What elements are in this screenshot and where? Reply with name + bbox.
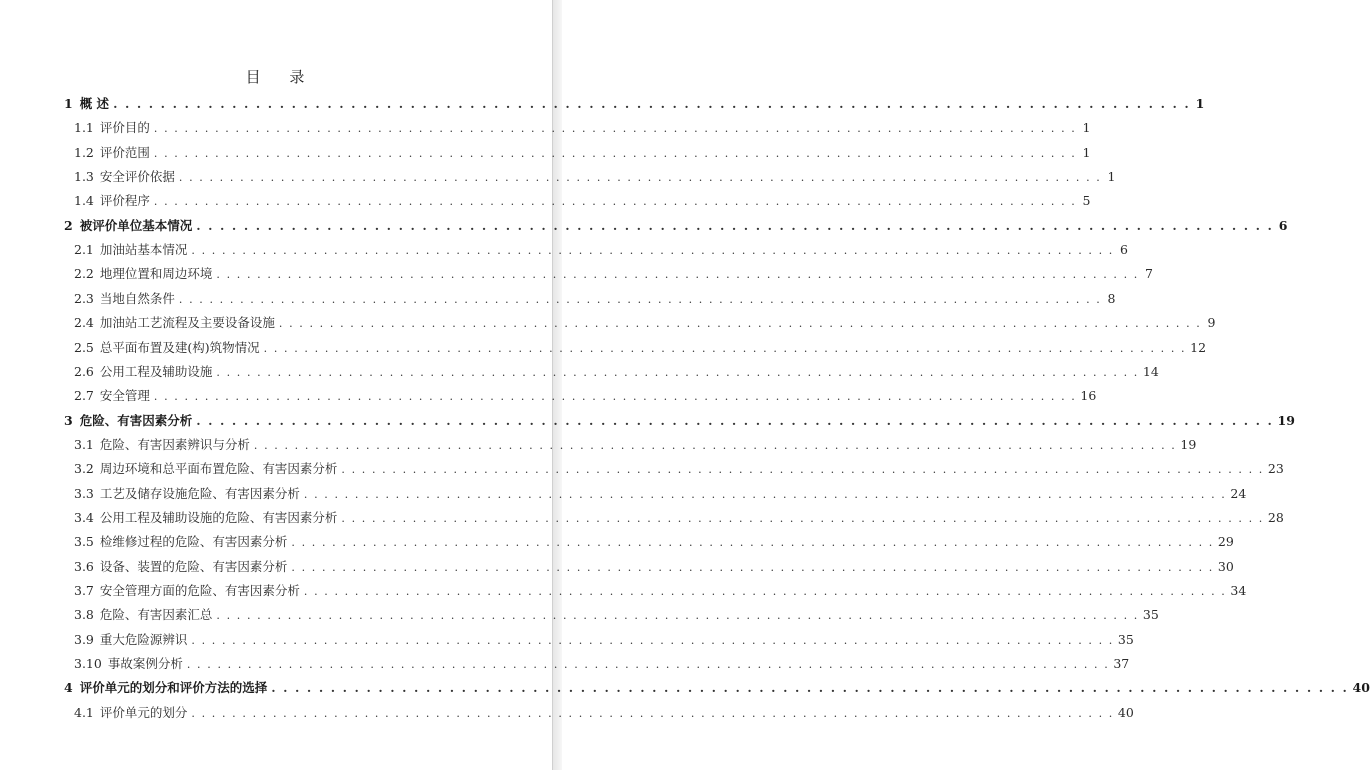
toc-section-entry[interactable] [74, 362, 1159, 382]
toc-entry-label: 评价目的 [99, 120, 150, 136]
toc-section-entry[interactable] [74, 435, 1197, 455]
toc-entry-number: 2 [64, 217, 73, 233]
dot-leader: . . . . . . . . . . . . . . . . . . . . . . . . . . . . . . . . . . . . . . . . . . . . . . . . . . . . . . . . . . . . . . . . . . . . . . . . . . . . . . . . . . . . . . . . . . . [178, 292, 1102, 306]
toc-entry-label: 评价程序 [99, 193, 150, 209]
toc-section-entry[interactable] [74, 630, 1134, 650]
toc-page-number: 30 [1217, 558, 1234, 574]
toc-chapter-entry[interactable] [64, 678, 1370, 698]
toc-entry-number: 3.6 [74, 558, 94, 574]
toc-section-entry[interactable] [74, 264, 1153, 284]
toc-entry-number: 3 [64, 412, 73, 428]
dot-leader: . . . . . . . . . . . . . . . . . . . . . . . . . . . . . . . . . . . . . . . . . . . . . . . . . . . . . . . . . . . . . . . . . . . . . . . . . . . . . . . . . . . . . . . . . . . [271, 680, 1349, 696]
toc-entry-label: 评价范围 [99, 144, 150, 160]
dot-leader: . . . . . . . . . . . . . . . . . . . . . . . . . . . . . . . . . . . . . . . . . . . . . . . . . . . . . . . . . . . . . . . . . . . . . . . . . . . . . . . . . . . . . . . . . . . [291, 560, 1214, 574]
toc-page-number: 7 [1144, 266, 1153, 282]
dot-leader: . . . . . . . . . . . . . . . . . . . . . . . . . . . . . . . . . . . . . . . . . . . . . . . . . . . . . . . . . . . . . . . . . . . . . . . . . . . . . . . . . . . . . . . . . . . [216, 268, 1139, 282]
toc-entry-number: 3.2 [74, 461, 94, 477]
toc-section-entry[interactable] [74, 143, 1091, 163]
toc-page-number: 5 [1082, 193, 1091, 209]
dot-leader: . . . . . . . . . . . . . . . . . . . . . . . . . . . . . . . . . . . . . . . . . . . . . . . . . . . . . . . . . . . . . . . . . . . . . . . . . . . . . . . . . . . . . . . . . . . [253, 438, 1177, 452]
toc-entry-label: 安全评价依据 [99, 169, 175, 185]
toc-page-number: 35 [1117, 631, 1134, 647]
toc-section-entry[interactable] [74, 703, 1134, 723]
dot-leader: . . . . . . . . . . . . . . . . . . . . . . . . . . . . . . . . . . . . . . . . . . . . . . . . . . . . . . . . . . . . . . . . . . . . . . . . . . . . . . . . . . . . . . . . . . . [191, 633, 1114, 647]
toc-page-number: 14 [1142, 363, 1159, 379]
toc-entry-number: 4.1 [74, 704, 94, 720]
toc-entry-number: 2.1 [74, 242, 94, 258]
toc-entry-number: 2.6 [74, 363, 94, 379]
toc-page-number: 19 [1180, 436, 1197, 452]
toc-section-entry[interactable] [74, 508, 1284, 528]
toc-page-number: 19 [1277, 412, 1295, 428]
toc-entry-label: 加油站工艺流程及主要设备设施 [99, 315, 275, 331]
toc-entry-label: 设备、装置的危险、有害因素分析 [99, 558, 288, 574]
dot-leader: . . . . . . . . . . . . . . . . . . . . . . . . . . . . . . . . . . . . . . . . . . . . . . . . . . . . . . . . . . . . . . . . . . . . . . . . . . . . . . . . . . . . . . . . . . . [303, 487, 1227, 501]
dot-leader: . . . . . . . . . . . . . . . . . . . . . . . . . . . . . . . . . . . . . . . . . . . . . . . . . . . . . . . . . . . . . . . . . . . . . . . . . . . . . . . . . . . . . . . . . . . [153, 146, 1077, 160]
toc-entry-number: 1.4 [74, 193, 94, 209]
toc-entry-label: 总平面布置及建(构)筑物情况 [99, 339, 260, 355]
toc-entry-label: 评价单元的划分和评价方法的选择 [79, 680, 268, 696]
toc-page-number: 9 [1207, 315, 1216, 331]
toc-page-number: 1 [1107, 169, 1116, 185]
toc-entry-label: 安全管理 [99, 388, 150, 404]
toc-entry-number: 3.1 [74, 436, 94, 452]
dot-leader: . . . . . . . . . . . . . . . . . . . . . . . . . . . . . . . . . . . . . . . . . . . . . . . . . . . . . . . . . . . . . . . . . . . . . . . . . . . . . . . . . . . . . . . . . . . [216, 609, 1139, 623]
toc-page-number: 34 [1230, 583, 1247, 598]
toc-entry-number: 2.5 [74, 339, 94, 355]
dot-leader: . . . . . . . . . . . . . . . . . . . . . . . . . . . . . . . . . . . . . . . . . . . . . . . . . . . . . . . . . . . . . . . . . . . . . . . . . . . . . . . . . . . . . . . . . . . [113, 96, 1191, 111]
toc-page-number: 16 [1080, 388, 1097, 404]
toc-entry-label: 当地自然条件 [99, 290, 175, 306]
toc-section-entry[interactable] [74, 605, 1159, 625]
toc-chapter-entry[interactable] [64, 94, 1205, 114]
toc-entry-number: 3.4 [74, 509, 94, 525]
toc-section-entry[interactable] [74, 167, 1116, 187]
toc-section-entry[interactable] [74, 240, 1128, 260]
dot-leader: . . . . . . . . . . . . . . . . . . . . . . . . . . . . . . . . . . . . . . . . . . . . . . . . . . . . . . . . . . . . . . . . . . . . . . . . . . . . . . . . . . . . . . . . . . . [196, 217, 1274, 233]
toc-page-number: 1 [1195, 96, 1205, 111]
toc-entry-label: 加油站基本情况 [99, 242, 188, 258]
toc-entry-number: 3.7 [74, 583, 94, 598]
dot-leader: . . . . . . . . . . . . . . . . . . . . . . . . . . . . . . . . . . . . . . . . . . . . . . . . . . . . . . . . . . . . . . . . . . . . . . . . . . . . . . . . . . . . . . . . . . . [278, 317, 1202, 331]
toc-section-entry[interactable] [74, 654, 1130, 674]
toc-title: 目 录 [245, 68, 317, 86]
dot-leader: . . . . . . . . . . . . . . . . . . . . . . . . . . . . . . . . . . . . . . . . . . . . . . . . . . . . . . . . . . . . . . . . . . . . . . . . . . . . . . . . . . . . . . . . . . . [191, 706, 1114, 720]
toc-page-number: 1 [1082, 144, 1091, 160]
toc-entry-number: 1 [64, 96, 73, 111]
toc-page-number: 6 [1278, 217, 1288, 233]
toc-entry-number: 3.5 [74, 534, 94, 550]
toc-page-number: 40 [1352, 680, 1370, 696]
toc-entry-label: 危险、有害因素辨识与分析 [99, 436, 250, 452]
toc-entry-label: 公用工程及辅助设施的危险、有害因素分析 [99, 509, 338, 525]
dot-leader: . . . . . . . . . . . . . . . . . . . . . . . . . . . . . . . . . . . . . . . . . . . . . . . . . . . . . . . . . . . . . . . . . . . . . . . . . . . . . . . . . . . . . . . . . . . [153, 390, 1077, 404]
toc-entry-label: 检维修过程的危险、有害因素分析 [99, 534, 288, 550]
dot-leader: . . . . . . . . . . . . . . . . . . . . . . . . . . . . . . . . . . . . . . . . . . . . . . . . . . . . . . . . . . . . . . . . . . . . . . . . . . . . . . . . . . . . . . . . . . . [291, 536, 1214, 550]
toc-entry-label: 评价单元的划分 [99, 704, 188, 720]
toc-entry-label: 被评价单位基本情况 [79, 217, 193, 233]
dot-leader: . . . . . . . . . . . . . . . . . . . . . . . . . . . . . . . . . . . . . . . . . . . . . . . . . . . . . . . . . . . . . . . . . . . . . . . . . . . . . . . . . . . . . . . . . . . [186, 658, 1110, 672]
dot-leader: . . . . . . . . . . . . . . . . . . . . . . . . . . . . . . . . . . . . . . . . . . . . . . . . . . . . . . . . . . . . . . . . . . . . . . . . . . . . . . . . . . . . . . . . . . . [303, 585, 1227, 598]
toc-entry-label: 危险、有害因素汇总 [99, 607, 213, 623]
toc-section-entry[interactable] [74, 338, 1207, 358]
toc-chapter-entry[interactable] [64, 216, 1288, 236]
toc-entry-number: 1.1 [74, 120, 94, 136]
toc-entry-number: 1.3 [74, 169, 94, 185]
toc-page-number: 23 [1267, 461, 1284, 477]
toc-page-number: 28 [1267, 509, 1284, 525]
dot-leader: . . . . . . . . . . . . . . . . . . . . . . . . . . . . . . . . . . . . . . . . . . . . . . . . . . . . . . . . . . . . . . . . . . . . . . . . . . . . . . . . . . . . . . . . . . . [153, 122, 1077, 136]
dot-leader: . . . . . . . . . . . . . . . . . . . . . . . . . . . . . . . . . . . . . . . . . . . . . . . . . . . . . . . . . . . . . . . . . . . . . . . . . . . . . . . . . . . . . . . . . . . [341, 463, 1264, 477]
dot-leader: . . . . . . . . . . . . . . . . . . . . . . . . . . . . . . . . . . . . . . . . . . . . . . . . . . . . . . . . . . . . . . . . . . . . . . . . . . . . . . . . . . . . . . . . . . . [191, 244, 1114, 258]
dot-leader: . . . . . . . . . . . . . . . . . . . . . . . . . . . . . . . . . . . . . . . . . . . . . . . . . . . . . . . . . . . . . . . . . . . . . . . . . . . . . . . . . . . . . . . . . . . [341, 511, 1264, 525]
toc-entry-label: 周边环境和总平面布置危险、有害因素分析 [99, 461, 338, 477]
toc-entry-label: 概 述 [79, 96, 110, 111]
toc-section-entry[interactable] [74, 532, 1234, 552]
dot-leader: . . . . . . . . . . . . . . . . . . . . . . . . . . . . . . . . . . . . . . . . . . . . . . . . . . . . . . . . . . . . . . . . . . . . . . . . . . . . . . . . . . . . . . . . . . . [216, 365, 1139, 379]
toc-entry-label: 重大危险源辨识 [99, 631, 188, 647]
toc-section-entry[interactable] [74, 581, 1247, 601]
toc-entry-label: 公用工程及辅助设施 [99, 363, 213, 379]
toc-page-number: 24 [1230, 485, 1247, 501]
toc-page-number: 1 [1082, 120, 1091, 136]
toc-entry-number: 3.9 [74, 631, 94, 647]
toc-page-number: 6 [1119, 242, 1128, 258]
dot-leader: . . . . . . . . . . . . . . . . . . . . . . . . . . . . . . . . . . . . . . . . . . . . . . . . . . . . . . . . . . . . . . . . . . . . . . . . . . . . . . . . . . . . . . . . . . . [263, 341, 1187, 355]
toc-entry-number: 3.3 [74, 485, 94, 501]
toc-page-number: 37 [1113, 656, 1130, 672]
toc-page-number: 12 [1190, 339, 1207, 355]
toc-entry-number: 3.10 [74, 656, 102, 672]
toc-section-entry[interactable] [74, 313, 1216, 333]
toc-page-number: 8 [1107, 290, 1116, 306]
toc-entry-number: 3.8 [74, 607, 94, 623]
toc-section-entry[interactable] [74, 484, 1247, 504]
toc-page-number: 29 [1217, 534, 1234, 550]
toc-section-entry[interactable] [74, 386, 1097, 406]
toc-entry-number: 4 [64, 680, 73, 696]
toc-section-entry[interactable] [74, 191, 1091, 211]
toc-entry-number: 2.7 [74, 388, 94, 404]
toc-section-entry[interactable] [74, 118, 1091, 138]
toc-section-entry[interactable] [74, 289, 1116, 309]
toc-entry-label: 事故案例分析 [107, 656, 183, 672]
toc-entry-number: 1.2 [74, 144, 94, 160]
toc-entry-number: 2.4 [74, 315, 94, 331]
toc-page-number: 40 [1117, 704, 1134, 720]
dot-leader: . . . . . . . . . . . . . . . . . . . . . . . . . . . . . . . . . . . . . . . . . . . . . . . . . . . . . . . . . . . . . . . . . . . . . . . . . . . . . . . . . . . . . . . . . . . [178, 171, 1102, 185]
toc-entry-number: 2.2 [74, 266, 94, 282]
dot-leader: . . . . . . . . . . . . . . . . . . . . . . . . . . . . . . . . . . . . . . . . . . . . . . . . . . . . . . . . . . . . . . . . . . . . . . . . . . . . . . . . . . . . . . . . . . . [153, 195, 1077, 209]
toc-entry-number: 2.3 [74, 290, 94, 306]
toc-entry-label: 工艺及储存设施危险、有害因素分析 [99, 485, 300, 501]
toc-entry-label: 地理位置和周边环境 [99, 266, 213, 282]
toc-chapter-entry[interactable] [64, 411, 1295, 431]
toc-section-entry[interactable] [74, 459, 1284, 479]
dot-leader: . . . . . . . . . . . . . . . . . . . . . . . . . . . . . . . . . . . . . . . . . . . . . . . . . . . . . . . . . . . . . . . . . . . . . . . . . . . . . . . . . . . . . . . . . . . [196, 412, 1274, 428]
toc-entry-label: 安全管理方面的危险、有害因素分析 [99, 583, 300, 598]
toc-section-entry[interactable] [74, 557, 1234, 577]
toc-page-number: 35 [1142, 607, 1159, 623]
toc-entry-label: 危险、有害因素分析 [79, 412, 193, 428]
